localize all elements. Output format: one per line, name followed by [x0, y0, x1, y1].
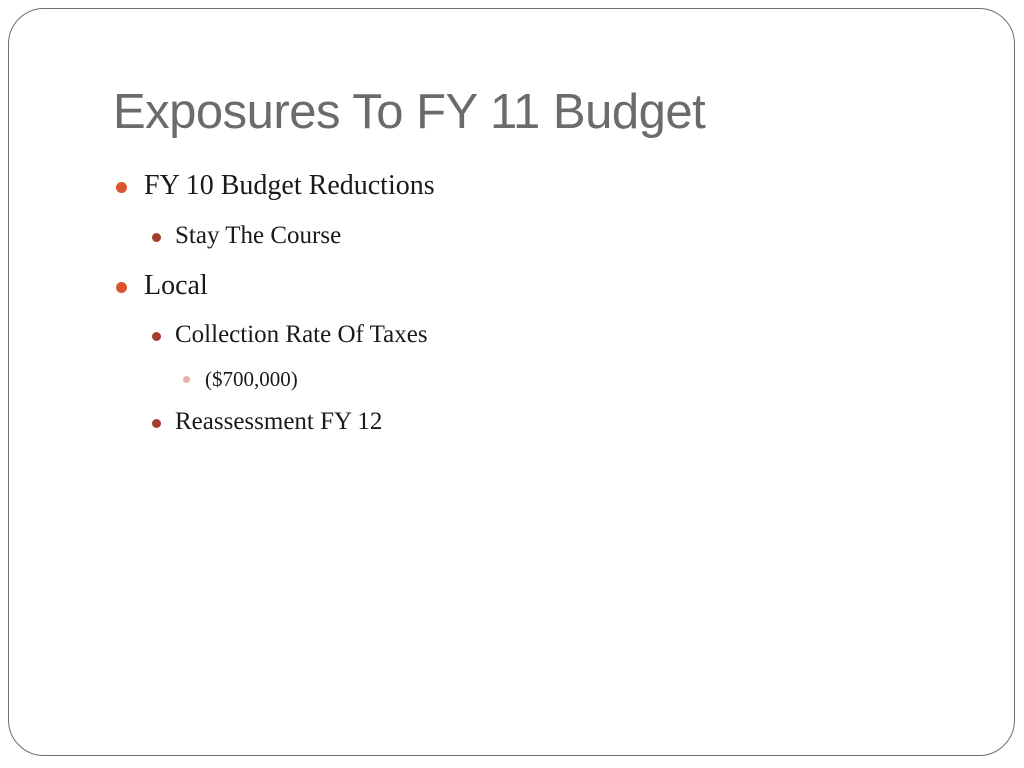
bullet-reassessment-fy12: Reassessment FY 12: [175, 408, 383, 435]
bullet-stay-the-course: Stay The Course: [175, 222, 342, 249]
bullet-fy10-budget-reductions: FY 10 Budget Reductions: [144, 170, 435, 201]
bullet-collection-rate-of-taxes: Collection Rate Of Taxes: [175, 321, 428, 348]
bullet-dot-icon: [152, 332, 161, 341]
bullet-dot-icon: [152, 233, 161, 242]
bullet-dot-icon: [116, 182, 127, 193]
slide-title: Exposures To FY 11 Budget: [113, 85, 706, 139]
bullet-dot-icon: [116, 282, 127, 293]
bullet-amount-700000: ($700,000): [205, 367, 298, 391]
bullet-dot-icon: [152, 419, 161, 428]
bullet-local: Local: [144, 270, 208, 301]
bullet-dot-icon: [183, 376, 190, 383]
